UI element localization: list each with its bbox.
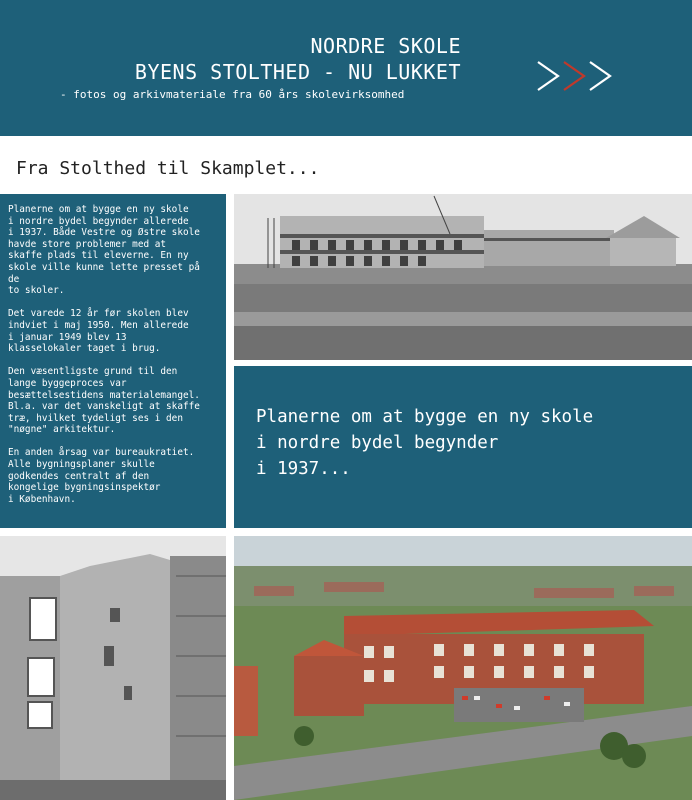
paragraph: Den væsentligste grund til den lange byggeproces var besættelsestidens materialemangel. Bl.a. var det vanskeligt at skaffe træ, hvilket tydeligt ses i den "nøgne" arkitektur. xyxy=(8,366,200,436)
header-subtitle: - fotos og arkivmateriale fra 60 års skolevirksomhed xyxy=(60,88,405,101)
aerial-school-photo xyxy=(234,536,692,800)
header-title-line1: NORDRE SKOLE xyxy=(310,34,461,58)
header-banner xyxy=(0,0,692,136)
text-panel xyxy=(0,194,226,528)
next-arrows-icon[interactable] xyxy=(534,58,624,94)
construction-site-photo xyxy=(234,194,692,360)
paragraph: En anden årsag var bureaukratiet. Alle bygningsplaner skulle godkendes centralt af den kongelige bygningsinspektør i København. xyxy=(8,447,195,505)
section-title: Fra Stolthed til Skamplet... xyxy=(16,158,320,179)
paragraph: Det varede 12 år før skolen blev indviet i maj 1950. Men allerede i januar 1949 blev 13 klasselokaler taget i brug. xyxy=(8,308,189,355)
ruined-building-photo xyxy=(0,536,226,800)
quote-text: Planerne om at bygge en ny skole i nordre bydel begynder i 1937... xyxy=(256,407,594,479)
header-title-line2: BYENS STOLTHED - NU LUKKET xyxy=(134,60,461,84)
paragraph: Planerne om at bygge en ny skole i nordre bydel begynder allerede i 1937. Både Vestre og Østre skole havde store problemer med at skaffe plads til eleverne. En ny skole ville kunne lette presset på de to skoler. xyxy=(8,204,200,297)
quote-box xyxy=(234,366,692,528)
